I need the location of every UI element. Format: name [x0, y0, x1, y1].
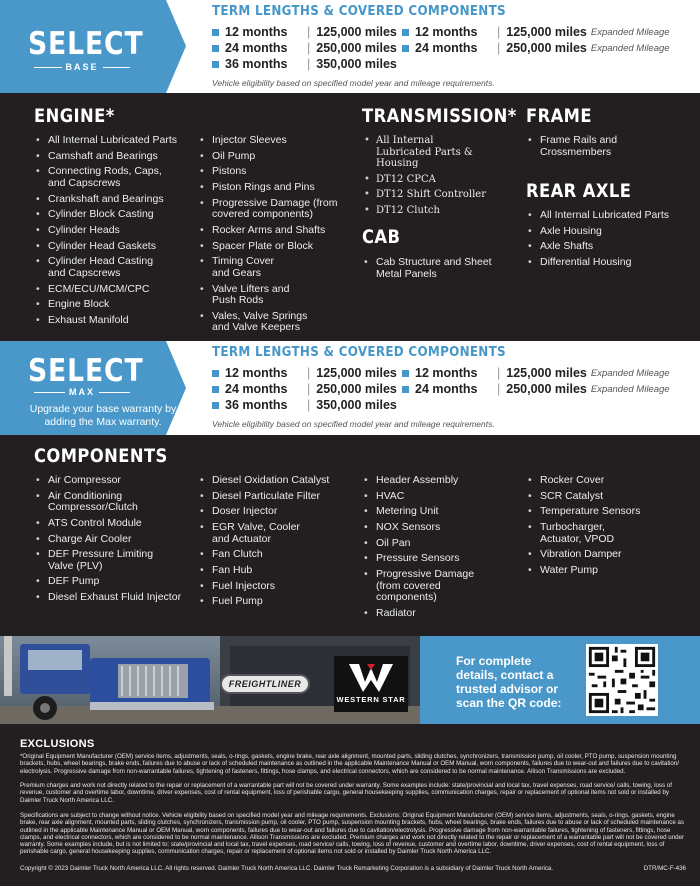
select-base-badge	[0, 0, 188, 93]
term-miles: 350,000 miles	[316, 398, 397, 412]
term-list-left	[212, 24, 397, 72]
list-item: • Cylinder Head Gaskets	[34, 241, 198, 253]
list-item: • Progressive Damage (from covered components)	[198, 198, 358, 221]
list-item: • Water Pump	[526, 565, 696, 577]
qr-code-icon[interactable]	[586, 644, 658, 716]
base-terms-band	[0, 0, 700, 93]
term-miles: 125,000 miles	[316, 25, 397, 39]
list-item: • EGR Valve, Cooler and Actuator	[198, 522, 358, 545]
term-row: 12 months | 125,000 miles	[212, 24, 397, 40]
list-item: • Cylinder Block Casting	[34, 209, 198, 221]
transmission-heading: TRANSMISSION*	[362, 105, 517, 127]
list-item: • Frame Rails and Crossmembers	[526, 135, 686, 158]
square-bullet-icon	[402, 45, 409, 52]
max-terms-band	[0, 341, 700, 435]
term-months: 36 months	[225, 398, 288, 412]
list-item: • Air Conditioning Compressor/Clutch	[34, 491, 194, 514]
western-star-logo: WESTERN STAR	[334, 656, 408, 712]
list-item: • Rocker Arms and Shafts	[198, 225, 358, 237]
list-item: • Metering Unit	[362, 506, 522, 518]
square-bullet-icon	[402, 29, 409, 36]
base-coverage-section	[0, 93, 700, 341]
term-note: Expanded Mileage	[590, 42, 670, 54]
select-max-badge	[0, 341, 188, 435]
specifications-paragraph: Specifications are subject to change without notice. Vehicle eligibility based on specified model year and mileage requirements. Exclusions: Original Equipment Manufacturer (OEM) service items, adjustments, seals, o-rings, gaskets, engine brake, rear axle alignment, mounted parts, sliding clutches, synchronizers, transmission pump, oil cooler, PTO pump, suspension mounting brackets, hubs, wheel bearings, brake ends, failures due to abuse or lack of scheduled maintenance as outlined in the applicable Maintenance Manual or OEM Manual, worn components, failures due to wear-out and failures due to cavitation/electrolysis. Progressive damage from non-warrantable failures, tightening of fasteners, fittings, hose clamps, and electrical connectors, which are considered to be normal maintenance. Allison Transmissions are excluded. Premium charges and work not directly related to the repair or replacement of a warrantable part will not be covered under warranty. Some examples include, but is not limited to: state/provincial and local tax, travel expenses, road service/ calls, towing, loss of revenue, customer and overtime labor, downtime, driver expenses, cost of rental equipment, loss of perishable cargo, general housekeeping supplies, communication charges, repair or replacement of optional items not sold or installed by Daimler Truck North America LLC.	[20, 812, 685, 856]
list-item: • Rocker Cover	[526, 475, 696, 487]
term-months: 24 months	[415, 41, 478, 55]
term-miles: 250,000 miles	[316, 41, 397, 55]
list-item: • ECM/ECU/MCM/CPC	[34, 284, 198, 296]
term-row: 12 months | 125,000 miles Expanded Mileage	[402, 24, 670, 40]
copyright-text: Copyright © 2023 Daimler Truck North America LLC. All rights reserved. Daimler Truck North America LLC. Daimler Truck Remarketing Corporation is a subsidiary of Daimler Truck North America.	[20, 865, 554, 872]
list-item: • Fan Hub	[198, 565, 358, 577]
contact-text: For complete details, contact a trusted advisor or scan the QR code:	[456, 654, 562, 710]
square-bullet-icon	[212, 386, 219, 393]
list-item: • Diesel Particulate Filter	[198, 491, 358, 503]
term-row: 24 months | 250,000 miles	[212, 40, 397, 56]
list-item: • Header Assembly	[362, 475, 522, 487]
term-row: 36 months | 350,000 miles	[212, 56, 397, 72]
term-miles: 125,000 miles	[316, 366, 397, 380]
list-item: • Radiator	[362, 608, 522, 620]
list-item: • Diesel Oxidation Catalyst	[198, 475, 358, 487]
list-item: • Charge Air Cooler	[34, 534, 194, 546]
square-bullet-icon	[402, 386, 409, 393]
term-note: Expanded Mileage	[590, 383, 670, 395]
list-item: • Diesel Exhaust Fluid Injector	[34, 592, 194, 604]
term-months: 24 months	[225, 41, 288, 55]
list-item: • DEF Pressure Limiting Valve (PLV)	[34, 549, 194, 572]
list-item: • DT12 Clutch	[362, 205, 512, 217]
list-item: • Connecting Rods, Caps, and Capscrews	[34, 166, 198, 189]
square-bullet-icon	[402, 370, 409, 377]
upgrade-text: Upgrade your base warranty by adding the Max warranty.	[29, 403, 177, 428]
square-bullet-icon	[212, 402, 219, 409]
list-item: • Injector Sleeves	[198, 135, 358, 147]
list-item: • Turbocharger, Actuator, VPOD	[526, 522, 696, 545]
term-title: TERM LENGTHS & COVERED COMPONENTS	[212, 345, 506, 360]
list-item: • Axle Housing	[526, 226, 696, 238]
exclusions-section	[0, 724, 700, 886]
truck-photo	[0, 636, 420, 724]
term-row: 24 months | 250,000 miles Expanded Mileage	[402, 40, 670, 56]
list-item: • Vibration Damper	[526, 549, 696, 561]
term-months: 24 months	[225, 382, 288, 396]
term-miles: 250,000 miles	[506, 382, 587, 396]
list-item: • Piston Rings and Pins	[198, 182, 358, 194]
transmission-list	[362, 135, 512, 221]
term-months: 36 months	[225, 57, 288, 71]
eligibility-note: Vehicle eligibility based on specified model year and mileage requirements.	[212, 419, 495, 429]
term-months: 12 months	[225, 25, 288, 39]
badge-word: SELECT	[28, 26, 144, 62]
list-item: • Oil Pan	[362, 538, 522, 550]
badge-sub: MAX	[34, 387, 130, 397]
term-row: 12 months | 125,000 miles	[212, 365, 397, 381]
badge-word: SELECT	[28, 353, 144, 389]
list-item: • All Internal Lubricated Parts	[526, 210, 696, 222]
list-item: • DT12 Shift Controller	[362, 189, 512, 201]
components-section	[0, 435, 700, 636]
term-miles: 125,000 miles	[506, 366, 587, 380]
cab-list	[362, 257, 512, 284]
list-item: • Pistons	[198, 166, 358, 178]
square-bullet-icon	[212, 45, 219, 52]
list-item: • ATS Control Module	[34, 518, 194, 530]
list-item: • Pressure Sensors	[362, 553, 522, 565]
term-months: 12 months	[225, 366, 288, 380]
list-item: • Temperature Sensors	[526, 506, 696, 518]
list-item: • Fan Clutch	[198, 549, 358, 561]
term-list-right	[402, 24, 670, 56]
list-item: • DEF Pump	[34, 576, 194, 588]
list-item: • Camshaft and Bearings	[34, 151, 198, 163]
badge-sub: BASE	[34, 62, 130, 72]
rear-axle-list	[526, 210, 696, 273]
term-row: 12 months | 125,000 miles Expanded Mileage	[402, 365, 670, 381]
components-list-3	[362, 475, 522, 624]
list-item: • All Internal Lubricated Parts	[34, 135, 198, 147]
list-item: • Cab Structure and Sheet Metal Panels	[362, 257, 512, 280]
term-miles: 125,000 miles	[506, 25, 587, 39]
engine-list-2	[198, 135, 358, 338]
term-miles: 250,000 miles	[506, 41, 587, 55]
premium-charges-paragraph: Premium charges and work not directly related to the repair or replacement of a warrantable part will not be covered under warranty. Some examples include: state/provincial and local tax, travel expenses, road service/ calls, towing, loss of revenue, customer and overtime labor, downtime, driver expenses, cost of rental equipment, loss of perishable cargo, general housekeeping supplies, communication charges, repair or replacement of optional items not sold or installed by Daimler Truck North America LLC.	[20, 782, 672, 804]
cab-heading: CAB	[362, 226, 401, 248]
contact-panel	[420, 636, 700, 724]
term-list-right	[402, 365, 670, 397]
document-code: DTR/MC-F-436	[643, 865, 686, 872]
components-list-1	[34, 475, 194, 608]
square-bullet-icon	[212, 61, 219, 68]
eligibility-note: Vehicle eligibility based on specified model year and mileage requirements.	[212, 78, 495, 88]
list-item: • Crankshaft and Bearings	[34, 194, 198, 206]
list-item: • Air Compressor	[34, 475, 194, 487]
term-months: 12 months	[415, 25, 478, 39]
term-list-left	[212, 365, 397, 413]
rear-axle-heading: REAR AXLE	[526, 180, 632, 202]
term-note: Expanded Mileage	[590, 26, 670, 38]
list-item: • DT12 CPCA	[362, 174, 512, 186]
list-item: • Cylinder Heads	[34, 225, 198, 237]
engine-list-1	[34, 135, 198, 331]
term-row: 24 months | 250,000 miles Expanded Mileage	[402, 381, 670, 397]
components-list-2	[198, 475, 358, 612]
list-item: • Fuel Injectors	[198, 581, 358, 593]
frame-list	[526, 135, 686, 162]
square-bullet-icon	[212, 29, 219, 36]
term-months: 12 months	[415, 366, 478, 380]
exclusions-paragraph: *Original Equipment Manufacturer (OEM) service items, adjustments, seals, o-rings, gaskets, engine brake, rear axle alignment, mounted parts, sliding clutches, synchronizers, transmission pump, oil cooler, PTO pump, suspension mounting brackets, hubs, wheel bearings, brake ends, failures due to abuse or lack of scheduled maintenance as outlined in the applicable Maintenance Manual or OEM Manual, worn components, failures due to wear-out and failures due to cavitation/ electrolysis. Progressive damage from non-warrantable failures, tightening of fasteners, fittings, hose clamps, and electrical connectors, which are considered to be normal maintenance. Allison Transmissions are excluded.	[20, 753, 680, 775]
western-star-emblem-icon	[349, 664, 393, 692]
list-item: • Doser Injector	[198, 506, 358, 518]
exclusions-heading: EXCLUSIONS	[20, 738, 95, 750]
square-bullet-icon	[212, 370, 219, 377]
list-item: • SCR Catalyst	[526, 491, 696, 503]
list-item: • Axle Shafts	[526, 241, 696, 253]
list-item: • HVAC	[362, 491, 522, 503]
list-item: • Vales, Valve Springs and Valve Keepers	[198, 311, 358, 334]
components-list-4	[526, 475, 696, 581]
list-item: • Valve Lifters and Push Rods	[198, 284, 358, 307]
list-item: • Exhaust Manifold	[34, 315, 198, 327]
list-item: • Timing Cover and Gears	[198, 256, 358, 279]
list-item: • Fuel Pump	[198, 596, 358, 608]
frame-heading: FRAME	[526, 105, 592, 127]
components-heading: COMPONENTS	[34, 445, 168, 467]
list-item: • Oil Pump	[198, 151, 358, 163]
list-item: • All Internal Lubricated Parts & Housing	[362, 135, 512, 170]
term-months: 24 months	[415, 382, 478, 396]
list-item: • Cylinder Head Casting and Capscrews	[34, 256, 198, 279]
list-item: • Progressive Damage (from covered components)	[362, 569, 522, 604]
term-row: 24 months | 250,000 miles	[212, 381, 397, 397]
term-row: 36 months | 350,000 miles	[212, 397, 397, 413]
term-title: TERM LENGTHS & COVERED COMPONENTS	[212, 4, 506, 19]
term-miles: 350,000 miles	[316, 57, 397, 71]
list-item: • NOX Sensors	[362, 522, 522, 534]
term-note: Expanded Mileage	[590, 367, 670, 379]
engine-heading: ENGINE*	[34, 105, 115, 127]
list-item: • Differential Housing	[526, 257, 696, 269]
list-item: • Spacer Plate or Block	[198, 241, 358, 253]
freightliner-logo: FREIGHTLINER	[220, 674, 310, 694]
list-item: • Engine Block	[34, 299, 198, 311]
term-miles: 250,000 miles	[316, 382, 397, 396]
